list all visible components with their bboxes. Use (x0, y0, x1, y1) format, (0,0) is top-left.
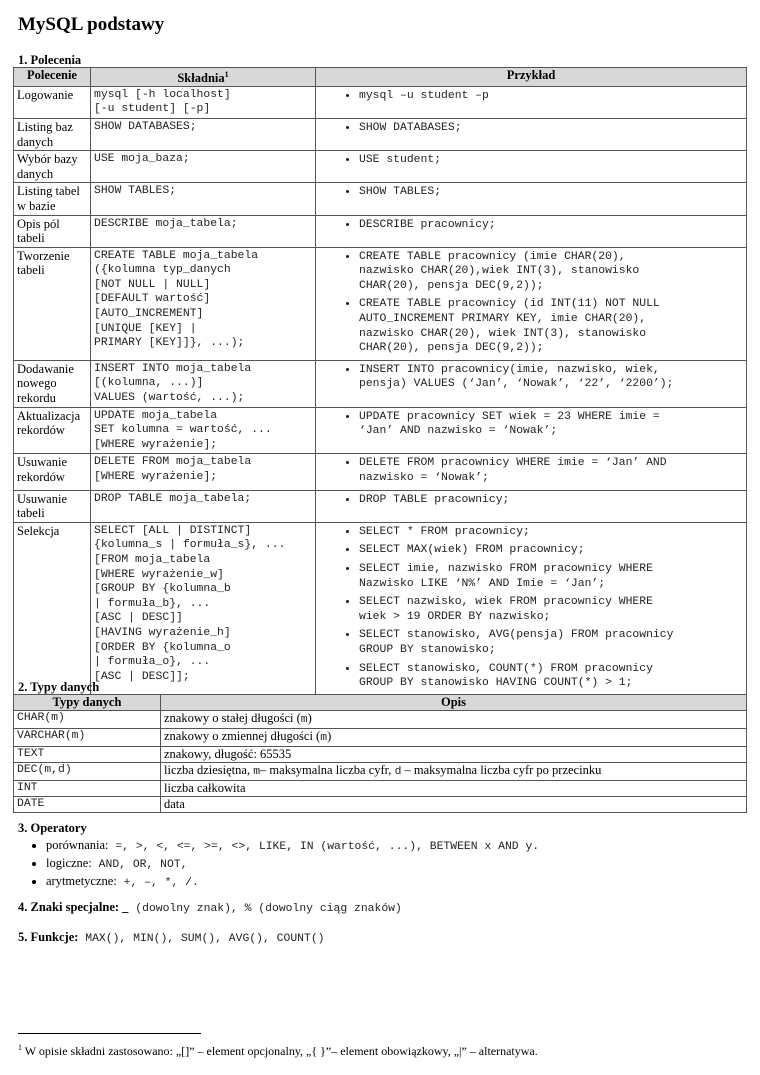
command-examples (316, 151, 747, 183)
section-commands-heading: 1. Polecenia (18, 53, 82, 67)
type-desc (161, 710, 747, 728)
example-list (319, 524, 743, 691)
command-name: Selekcja (14, 522, 91, 695)
types-header-row (14, 695, 747, 711)
example-list (319, 217, 743, 233)
command-name: Listing tabel w bazie (14, 183, 91, 215)
command-examples (316, 118, 747, 150)
type-desc-text: znakowy o stałej długości ( (164, 710, 301, 725)
command-examples (316, 86, 747, 118)
operator-code: +, –, *, /. (116, 877, 199, 889)
functions-heading: 5. Funkcje: (18, 930, 79, 944)
example-list (319, 184, 743, 200)
command-examples (316, 522, 747, 695)
example-list (319, 120, 743, 136)
example-item: • SELECT nazwisko, wiek FROM pracownicy WHERE wiek > 19 ORDER BY nazwisko; (359, 594, 743, 624)
example-list (319, 362, 743, 392)
command-examples (316, 407, 747, 454)
example-item: • USE student; (359, 152, 743, 168)
commands-body (14, 86, 747, 695)
type-row (14, 710, 747, 728)
command-syntax: mysql [-h localhost] [-u student] [-p] (91, 86, 316, 118)
command-name: Dodawanie nowego rekordu (14, 360, 91, 407)
type-desc-text: – maksymalna liczba cyfr po przecinku (401, 762, 602, 777)
footnote-text: W opisie składni zastosowano: „[]” – element opcjonalny, „{ }”– element obowiązkowy, „|” – alternatywa. (22, 1044, 538, 1058)
type-desc-code: d (394, 765, 402, 778)
header-desc: Opis (161, 695, 747, 711)
footnote-mark: 1 (18, 1043, 22, 1052)
special-chars-code: (dowolny znak), % (dowolny ciąg znaków) (128, 903, 402, 915)
example-item: • DELETE FROM pracownicy WHERE imie = ‘Jan’ AND nazwisko = ‘Nowak’; (359, 455, 743, 485)
functions-code: MAX(), MIN(), SUM(), AVG(), COUNT() (78, 933, 325, 945)
type-desc (161, 796, 747, 812)
page-title: MySQL podstawy (18, 14, 165, 35)
command-examples (316, 490, 747, 522)
command-syntax: DROP TABLE moja_tabela; (91, 490, 316, 522)
command-row (14, 118, 747, 150)
type-name: INT (14, 780, 161, 796)
type-row (14, 728, 747, 746)
command-row (14, 454, 747, 490)
command-syntax: USE moja_baza; (91, 151, 316, 183)
section-types-heading: 2. Typy danych (18, 680, 100, 694)
operator-item (46, 856, 539, 873)
example-item: • DESCRIBE pracownicy; (359, 217, 743, 233)
type-desc-text: liczba dziesiętna, (164, 762, 254, 777)
type-desc (161, 746, 747, 762)
type-desc-code: m (253, 765, 261, 778)
operator-item (46, 874, 539, 891)
type-desc-text: – maksymalna liczba cyfr, (260, 762, 395, 777)
command-syntax: SELECT [ALL | DISTINCT] {kolumna_s | formuła_s}, ... [FROM moja_tabela [WHERE wyrażenie_w] [GROUP BY {kolumna_b | formuła_b}, ... [ASC | DESC]] [HAVING wyrażenie_h] [ORDER BY {kolumna_o | formuła_o}, ... [ASC | DESC]]; (91, 522, 316, 695)
command-syntax: DESCRIBE moja_tabela; (91, 215, 316, 247)
type-name: DEC(m,d) (14, 762, 161, 780)
special-chars-line (18, 900, 402, 917)
command-name: Opis pól tabeli (14, 215, 91, 247)
command-syntax: SHOW DATABASES; (91, 118, 316, 150)
example-item: • SELECT imie, nazwisko FROM pracownicy WHERE Nazwisko LIKE ‘N%’ AND Imie = ‘Jan’; (359, 561, 743, 591)
footnote (18, 1043, 538, 1059)
type-name: TEXT (14, 746, 161, 762)
example-item: • CREATE TABLE pracownicy (id INT(11) NOT NULL AUTO_INCREMENT PRIMARY KEY, imie CHAR(20), nazwisko CHAR(20), wiek INT(3), stanowisko CHAR(20), pensja DEC(9,2)); (359, 296, 743, 355)
operator-code: =, >, <, <=, >=, <>, LIKE, IN (wartość, ...), BETWEEN x AND y. (108, 841, 540, 853)
command-name: Wybór bazy danych (14, 151, 91, 183)
command-examples (316, 360, 747, 407)
command-examples (316, 183, 747, 215)
command-syntax: SHOW TABLES; (91, 183, 316, 215)
commands-header-row (14, 68, 747, 87)
type-row (14, 762, 747, 780)
type-desc-text: ) (327, 728, 332, 743)
example-list (319, 492, 743, 508)
header-syntax: Składnia$^1$ (91, 68, 316, 87)
example-list (319, 152, 743, 168)
operator-label: porównania: (46, 838, 109, 852)
operator-code: AND, OR, NOT, (91, 859, 188, 871)
type-desc-text: znakowy o zmiennej długości ( (164, 728, 321, 743)
command-syntax: DELETE FROM moja_tabela [WHERE wyrażenie]; (91, 454, 316, 490)
command-examples (316, 215, 747, 247)
example-item: • INSERT INTO pracownicy(imie, nazwisko, wiek, pensja) VALUES (‘Jan’, ‘Nowak’, ‘22’, ‘2200’); (359, 362, 743, 392)
footnote-divider (18, 1033, 201, 1034)
command-row (14, 86, 747, 118)
command-name: Logowanie (14, 86, 91, 118)
type-name: DATE (14, 796, 161, 812)
type-desc-text: ) (307, 710, 312, 725)
header-example: Przykład (316, 68, 747, 87)
command-examples (316, 247, 747, 360)
example-list (319, 88, 743, 104)
types-body (14, 710, 747, 812)
command-syntax: CREATE TABLE moja_tabela ({kolumna typ_danych [NOT NULL | NULL] [DEFAULT wartość] [AUTO_INCREMENT] [UNIQUE [KEY] | PRIMARY [KEY]]}, ...); (91, 247, 316, 360)
command-name: Tworzenie tabeli (14, 247, 91, 360)
example-item: • SHOW DATABASES; (359, 120, 743, 136)
example-item: • DROP TABLE pracownicy; (359, 492, 743, 508)
example-item: • SELECT * FROM pracownicy; (359, 524, 743, 540)
operator-label: arytmetyczne: (46, 874, 117, 888)
command-name: Aktualizacja rekordów (14, 407, 91, 454)
command-row (14, 183, 747, 215)
operator-label: logiczne: (46, 856, 92, 870)
example-item: • mysql –u student –p (359, 88, 743, 104)
command-syntax: UPDATE moja_tabela SET kolumna = wartość, ... [WHERE wyrażenie]; (91, 407, 316, 454)
functions-line (18, 930, 325, 947)
type-name: CHAR(m) (14, 710, 161, 728)
example-list (319, 455, 743, 485)
header-command: Polecenie (14, 68, 91, 87)
type-desc-text: liczba całkowita (164, 780, 246, 795)
type-row (14, 746, 747, 762)
type-row (14, 796, 747, 812)
type-desc-text: znakowy, długość: 65535 (164, 746, 292, 761)
type-desc (161, 780, 747, 796)
command-row (14, 247, 747, 360)
command-syntax: INSERT INTO moja_tabela [(kolumna, ...)] VALUES (wartość, ...); (91, 360, 316, 407)
example-item: • CREATE TABLE pracownicy (imie CHAR(20), nazwisko CHAR(20),wiek INT(3), stanowisko CHAR(20), pensja DEC(9,2)); (359, 249, 743, 294)
type-row (14, 780, 747, 796)
type-desc-code: m (320, 731, 328, 744)
example-item: • SELECT stanowisko, AVG(pensja) FROM pracownicy GROUP BY stanowisko; (359, 627, 743, 657)
type-name: VARCHAR(m) (14, 728, 161, 746)
type-desc (161, 762, 747, 780)
example-list (319, 409, 743, 439)
command-name: Listing baz danych (14, 118, 91, 150)
command-row (14, 522, 747, 695)
command-row (14, 215, 747, 247)
section-operators-heading: 3. Operatory (18, 821, 87, 835)
command-name: Usuwanie rekordów (14, 454, 91, 490)
operators-list (32, 838, 539, 892)
command-row (14, 360, 747, 407)
command-row (14, 151, 747, 183)
command-row (14, 407, 747, 454)
type-desc-code: m (300, 713, 308, 726)
header-type: Typy danych (14, 695, 161, 711)
command-name: Usuwanie tabeli (14, 490, 91, 522)
example-item: • SELECT stanowisko, COUNT(*) FROM pracownicy GROUP BY stanowisko HAVING COUNT(*) > 1; (359, 661, 743, 691)
example-item: • UPDATE pracownicy SET wiek = 23 WHERE imie = ‘Jan’ AND nazwisko = ‘Nowak’; (359, 409, 743, 439)
type-desc-text: data (164, 796, 185, 811)
operator-item (46, 838, 539, 855)
special-chars-heading: 4. Znaki specjalne: _ (18, 900, 129, 914)
command-examples (316, 454, 747, 490)
type-desc (161, 728, 747, 746)
commands-table (13, 67, 747, 696)
example-item: • SELECT MAX(wiek) FROM pracownicy; (359, 542, 743, 558)
types-table (13, 694, 747, 813)
example-item: • SHOW TABLES; (359, 184, 743, 200)
example-list (319, 249, 743, 356)
command-row (14, 490, 747, 522)
